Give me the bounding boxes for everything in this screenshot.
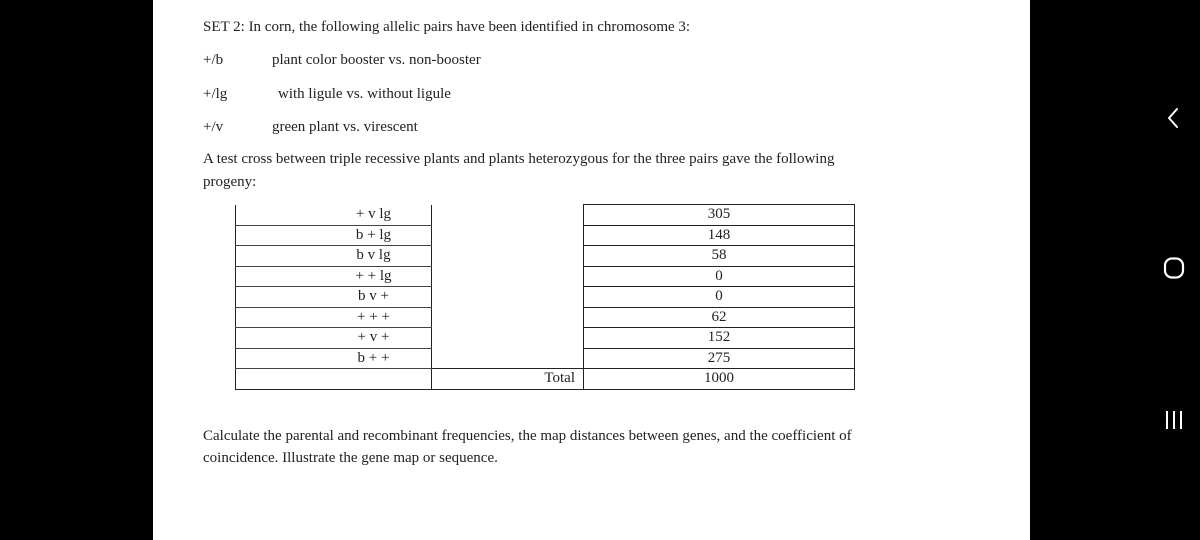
empty-cell <box>432 225 584 246</box>
genotype-cell: b v + <box>236 287 432 308</box>
genotype-cell: + + lg <box>236 266 432 287</box>
genotype-cell: b + + <box>236 348 432 369</box>
question-text-line1: Calculate the parental and recombinant frequencies, the map distances between genes, and the coefficient of <box>203 428 852 444</box>
table-row <box>236 266 855 287</box>
count-cell: 0 <box>584 287 855 308</box>
allele-description-v: green plant vs. virescent <box>272 119 418 135</box>
genotype-cell: + v lg <box>236 205 432 226</box>
count-cell: 305 <box>584 205 855 226</box>
intro-text-line1: A test cross between triple recessive plants and plants heterozygous for the three pairs gave the following <box>203 151 835 167</box>
allele-symbol-lg: +/lg <box>203 86 228 102</box>
allele-symbol-v: +/v <box>203 119 224 135</box>
problem-heading: SET 2: In corn, the following allelic pairs have been identified in chromosome 3: <box>203 19 691 35</box>
count-cell: 0 <box>584 266 855 287</box>
genotype-cell: + + + <box>236 307 432 328</box>
genotype-cell: b + lg <box>236 225 432 246</box>
table-row <box>236 307 855 328</box>
allele-description-b: plant color booster vs. non-booster <box>272 52 481 68</box>
table-row <box>236 225 855 246</box>
home-icon[interactable] <box>1162 256 1186 280</box>
total-row <box>236 369 855 390</box>
table-row <box>236 246 855 267</box>
table-row <box>236 328 855 349</box>
count-cell: 62 <box>584 307 855 328</box>
empty-cell <box>432 205 584 226</box>
empty-cell <box>432 287 584 308</box>
count-cell: 58 <box>584 246 855 267</box>
empty-cell <box>432 348 584 369</box>
table-row <box>236 348 855 369</box>
empty-cell <box>236 369 432 390</box>
document-page <box>153 0 1030 540</box>
count-cell: 275 <box>584 348 855 369</box>
back-icon[interactable] <box>1162 106 1186 130</box>
allele-symbol-b: +/b <box>203 52 224 68</box>
genotype-cell: b v lg <box>236 246 432 267</box>
question-text-line2: coincidence. Illustrate the gene map or sequence. <box>203 450 498 466</box>
recent-apps-icon[interactable] <box>1162 408 1186 432</box>
table-row <box>236 287 855 308</box>
empty-cell <box>432 328 584 349</box>
empty-cell <box>432 266 584 287</box>
total-value: 1000 <box>584 369 855 390</box>
empty-cell <box>432 307 584 328</box>
genotype-cell: + v + <box>236 328 432 349</box>
count-cell: 152 <box>584 328 855 349</box>
count-cell: 148 <box>584 225 855 246</box>
intro-text-line2: progeny: <box>203 174 257 190</box>
progeny-table <box>235 204 855 390</box>
empty-cell <box>432 246 584 267</box>
table-row <box>236 205 855 226</box>
total-label: Total <box>432 369 584 390</box>
allele-description-lg: with ligule vs. without ligule <box>278 86 451 102</box>
